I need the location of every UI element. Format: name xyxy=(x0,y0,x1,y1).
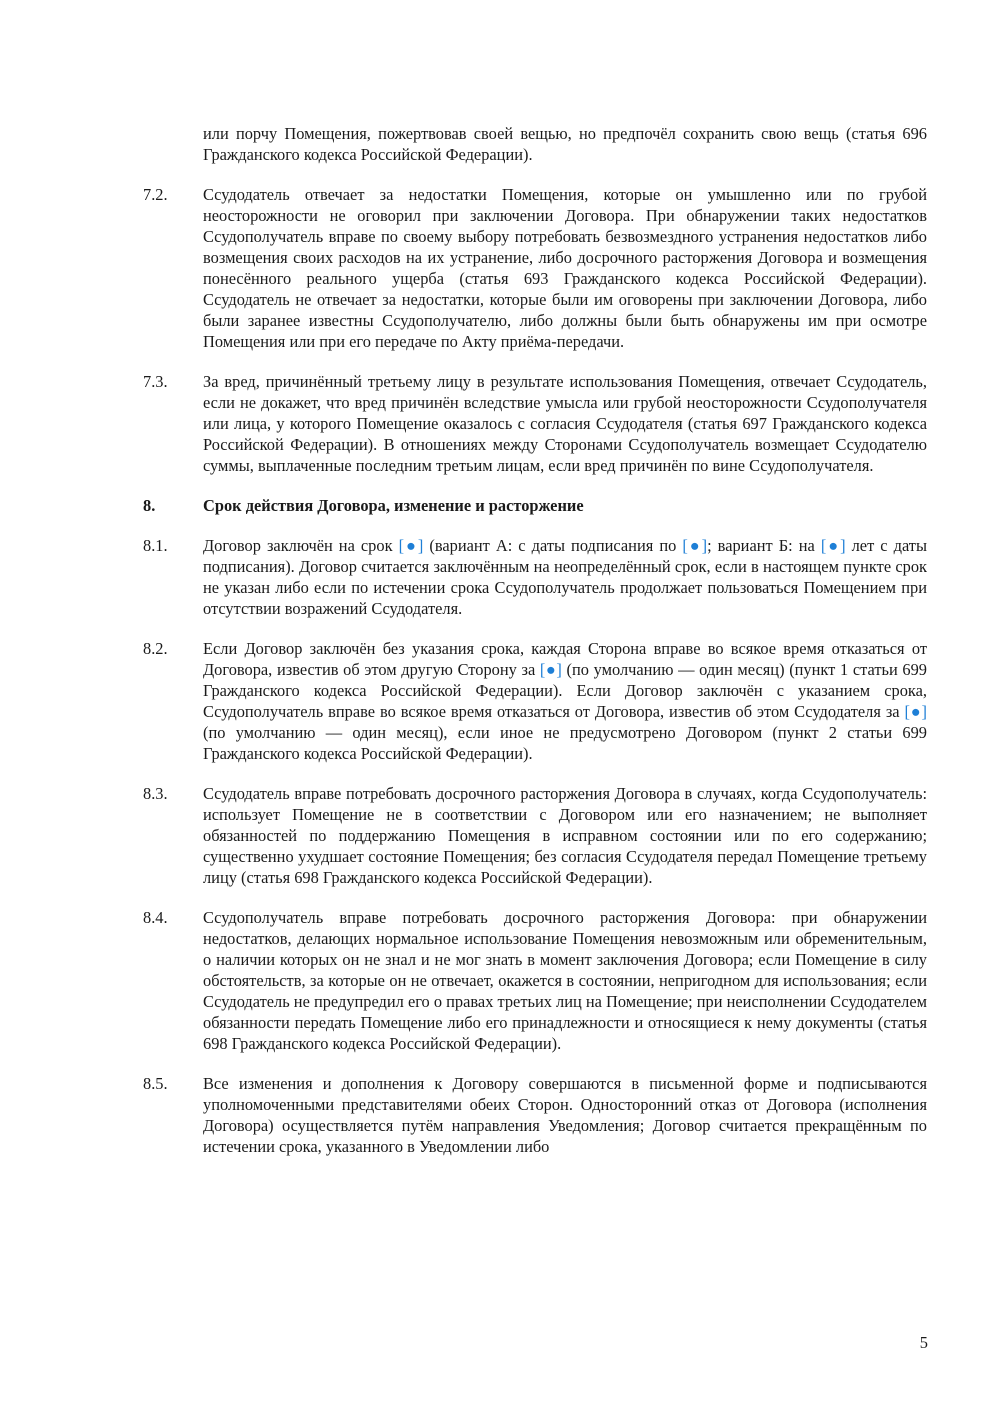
clause-8-2 xyxy=(143,638,927,764)
clause-7-2 xyxy=(143,184,927,352)
date-placeholder: [●] xyxy=(682,536,708,555)
clause-number: 8.1. xyxy=(143,536,168,555)
clause-7-1-continuation: или порчу Помещения, пожертвовав своей вещью, но предпочёл сохранить свою вещь (статья 696 Гражданского кодекса Российской Федерации). xyxy=(203,124,927,164)
clause-8-1 xyxy=(143,535,927,619)
years-placeholder: [●] xyxy=(820,536,846,555)
clause-number: 7.2. xyxy=(143,185,168,204)
clause-8-4 xyxy=(143,907,927,1054)
clause-number: 7.3. xyxy=(143,372,168,391)
clause-number: 8.5. xyxy=(143,1074,168,1093)
clause-7-3 xyxy=(143,371,927,476)
notice-period-placeholder: [●] xyxy=(539,660,562,679)
clause-text-part: Если Договор заключён без указания срока, каждая Сторона вправе во всякое время отказаться от Договора, известив об этом другую Сторону за xyxy=(203,639,927,679)
clause-text-part: (вариант А: с даты подписания по xyxy=(423,536,683,555)
clause-text xyxy=(203,535,927,619)
term-placeholder: [●] xyxy=(398,536,424,555)
clause-8-5 xyxy=(143,1073,927,1157)
clause-8-3 xyxy=(143,783,927,888)
page-number: 5 xyxy=(919,1333,928,1352)
clause-text: Ссудополучатель вправе потребовать досрочного расторжения Договора: при обнаружении недостатков, делающих нормальное использование Помещения невозможным или обременительным, о наличии которых он не знал и не мог знать в момент заключения Договора; если Помещение в силу обстоятельств, за которые он не отвечает, окажется в состоянии, непригодном для использования; если Ссудодатель не предупредил его о правах третьих лиц на Помещение; при неисполнении Ссудодателем обязанности передать Помещение либо его принадлежности и относящиеся к нему документы (статья 698 Гражданского кодекса Российской Федерации). xyxy=(203,908,927,1053)
clause-number: 8.3. xyxy=(143,784,168,803)
clause-text: Ссудодатель отвечает за недостатки Помещения, которые он умышленно или по грубой неосторожности не оговорил при заключении Договора. При обнаружении таких недостатков Ссудополучатель вправе по своему выбору потребовать безвозмездного устранения недостатков либо возмещения своих расходов на их устранение, либо досрочного расторжения Договора и возмещения понесённого реального ущерба (статья 693 Гражданского кодекса Российской Федерации). Ссудодатель не отвечает за недостатки, которые были им оговорены при заключении Договора, либо были заранее известны Ссудополучателю, либо должны были быть обнаружены им при осмотре Помещения или при его передаче по Акту приёма-передачи. xyxy=(203,185,927,351)
page-content xyxy=(143,123,927,1176)
clause-text: Все изменения и дополнения к Договору совершаются в письменной форме и подписываются уполномоченными представителями обеих Сторон. Односторонний отказ от Договора (исполнения Договора) осуществляется путём направления Уведомления; Договор считается прекращённым по истечении срока, указанного в Уведомлении либо xyxy=(203,1074,927,1156)
clause-text xyxy=(203,638,927,764)
clause-text-part: Договор заключён на срок xyxy=(203,536,399,555)
section-number: 8. xyxy=(143,496,156,515)
clause-number: 8.4. xyxy=(143,908,168,927)
clause-text: За вред, причинённый третьему лицу в результате использования Помещения, отвечает Ссудодатель, если не докажет, что вред причинён вследствие умысла или грубой неосторожности Ссудополучателя или лица, у которого Помещение оказалось с согласия Ссудодателя (статья 697 Гражданского кодекса Российской Федерации). В отношениях между Сторонами Ссудополучатель возмещает Ссудодателю суммы, выплаченные последним третьим лицам, если вред причинён по вине Ссудополучателя. xyxy=(203,372,927,475)
notice-period-placeholder: [●] xyxy=(904,702,927,721)
clause-text-part: (по умолчанию — один месяц) (пункт 1 статьи 699 Гражданского кодекса Российской Федерации). Если Договор заключён с указанием срока, Ссудополучатель вправе во всякое время отказаться от Договора, известив об этом Ссудодателя за xyxy=(203,660,927,721)
section-title: Срок действия Договора, изменение и расторжение xyxy=(203,496,584,515)
clause-text-part: (по умолчанию — один месяц), если иное не предусмотрено Договором (пункт 2 статьи 699 Гражданского кодекса Российской Федерации). xyxy=(203,723,927,763)
clause-text-part: лет с даты подписания). Договор считается заключённым на неопределённый срок, если в настоящем пункте срок не указан либо если по истечении срока Ссудополучатель продолжает пользоваться Помещением при отсутствии возражений Ссудодателя. xyxy=(203,536,927,618)
clause-number: 8.2. xyxy=(143,639,168,658)
clause-text: Ссудодатель вправе потребовать досрочного расторжения Договора в случаях, когда Ссудополучатель: использует Помещение не в соответствии с Договором или его назначением; не выполняет обязанностей по поддержанию Помещения в исправном состоянии или по его содержанию; существенно ухудшает состояние Помещения; без согласия Ссудодателя передал Помещение третьему лицу (статья 698 Гражданского кодекса Российской Федерации). xyxy=(203,784,927,887)
section-8-heading xyxy=(143,495,927,516)
clause-text-part: ; вариант Б: на xyxy=(707,536,821,555)
